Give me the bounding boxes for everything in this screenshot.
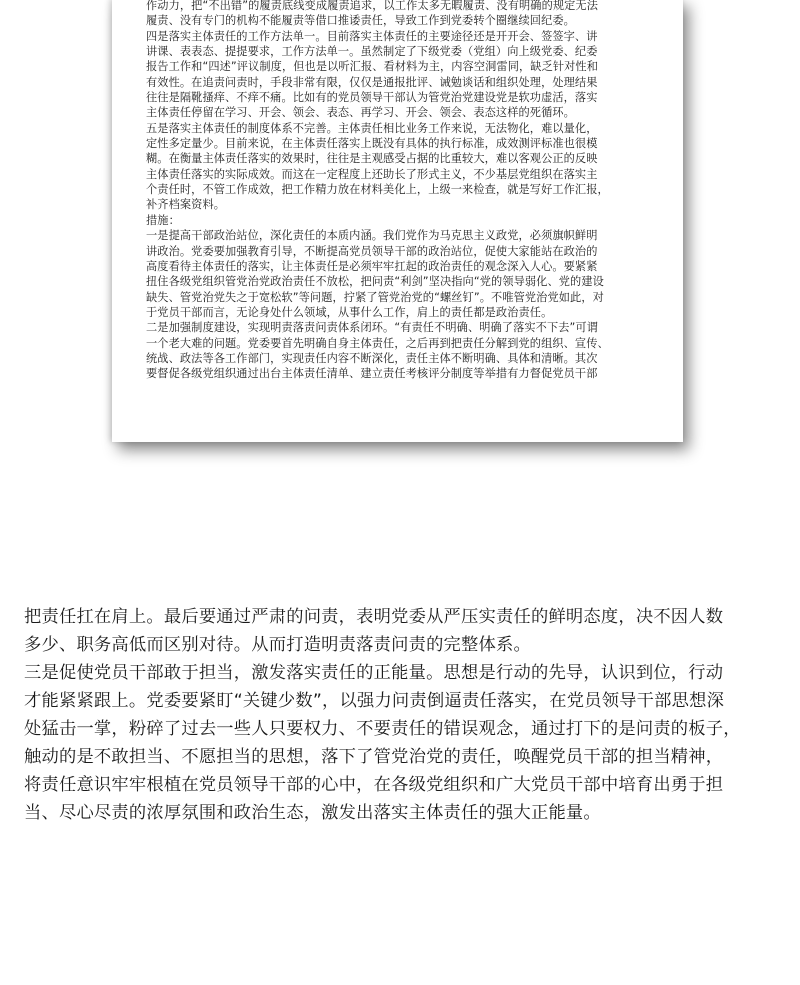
page-preview-text [146, 0, 668, 382]
paragraph-line: 当、尽心尽责的浓厚氛围和政治生态，激发出落实主体责任的强大正能量。 [24, 803, 601, 823]
paragraph-line: 多少、职务高低而区别对待。从而打造明责落责问责的完整体系。 [24, 635, 531, 655]
text-line: 报告工作和“四述”评议制度，但也是以听汇报、看材料为主，内容空洞雷同，缺乏针对性和 [146, 60, 599, 74]
text-line: 要督促各级党组织通过出台主体责任清单、建立责任考核评分制度等举措有力督促党员干部 [146, 367, 598, 381]
text-line: 统战、政法等各工作部门，实现责任内容不断深化，责任主体不断明确、具体和清晰。其次 [146, 351, 598, 365]
text-line: 一是提高干部政治站位，深化责任的本质内涵。我们党作为马克思主义政党，必须旗帜鲜明 [146, 229, 598, 243]
text-line: 扭住各级党组织管党治党政治责任不放松，把问责“利剑”坚决指向“党的领导弱化、党的建设 [146, 275, 604, 289]
text-line: 个责任时，不管工作成效，把工作精力放在材料美化上，上级一来检查，就是写好工作汇报， [146, 183, 609, 197]
text-line: 缺失、管党治党失之于宽松软”等问题，拧紧了管党治党的“螺丝钉”。不唯管党治党如此，对 [146, 290, 604, 304]
text-line: 于党员干部而言，无论身处什么领域，从事什么工作，肩上的责任都是政治责任。 [146, 305, 553, 319]
text-line: 糊。在衡量主体责任落实的效果时，往往是主观感受占据的比重较大，难以客观公正的反映 [146, 152, 598, 166]
paragraph-line: 处猛击一掌，粉碎了过去一些人只要权力、不要责任的错误观念，通过打下的是问责的板子， [24, 719, 741, 739]
paragraph-line: 将责任意识牢牢根植在党员领导干部的心中，在各级党组织和广大党员干部中培育出勇于担 [24, 775, 724, 795]
text-line: 讲政治。党委要加强教育引导，不断提高党员领导干部的政治站位，促使大家能站在政治的 [146, 244, 598, 258]
text-line: 有效性。在追责问责时，手段非常有限，仅仅是通报批评、诫勉谈话和组织处理，处理结果 [146, 75, 598, 89]
text-line: 履责、没有专门的机构不能履责等借口推诿责任，导致工作到党委转个圈继续回纪委。 [146, 14, 575, 28]
paragraph-line: 才能紧紧跟上。党委要紧盯“关键少数”，以强力问责倒逼责任落实，在党员领导干部思想深 [24, 691, 725, 711]
text-line: 四是落实主体责任的工作方法单一。目前落实主体责任的主要途径还是开开会、签签字、讲 [146, 29, 598, 43]
document-page-preview [112, 0, 683, 442]
text-line: 补齐档案资料。 [146, 198, 226, 212]
paragraph-line: 三是促使党员干部敢于担当，激发落实责任的正能量。思想是行动的先导，认识到位，行动 [24, 663, 724, 683]
text-line: 往往是隔靴搔痒、不痒不痛。比如有的党员领导干部认为管党治党建设党是软功虚活，落实 [146, 91, 598, 105]
paragraph-line: 触动的是不敢担当、不愿担当的思想，落下了管党治党的责任，唤醒党员干部的担当精神， [24, 747, 724, 767]
text-line: 定性多定量少。目前来说，在主体责任落实上既没有具体的执行标准，成效测评标准也很模 [146, 137, 598, 151]
paragraph-line: 把责任扛在肩上。最后要通过严肃的问责，表明党委从严压实责任的鲜明态度，决不因人数 [24, 607, 724, 627]
text-line: 主体责任停留在学习、开会、领会、表态、再学习、开会、领会、表态这样的死循环。 [146, 106, 575, 120]
text-line: 一个老大难的问题。党委要首先明确自身主体责任，之后再到把责任分解到党的组织、宣传、 [146, 336, 609, 350]
text-line: 主体责任落实的实际成效。而这在一定程度上还助长了形式主义，不少基层党组织在落实主 [146, 167, 598, 181]
text-line: 五是落实主体责任的制度体系不完善。主体责任相比业务工作来说，无法物化，难以量化， [146, 121, 598, 135]
text-line: 作动力，把“不出错”的履责底线变成履责追求，以工作太多无暇履责、没有明确的规定无法 [146, 0, 599, 12]
text-line: 措施： [146, 213, 180, 227]
text-line: 二是加强制度建设，实现明责落责问责体系闭环。“有责任不明确、明确了落实不下去”可谓 [146, 321, 599, 335]
document-body-text [24, 603, 784, 827]
text-line: 高度看待主体责任的落实，让主体责任是必须牢牢扛起的政治责任的观念深入人心。要紧紧 [146, 259, 598, 273]
text-line: 讲课、表表态、提提要求，工作方法单一。虽然制定了下级党委（党组）向上级党委、纪委 [146, 45, 598, 59]
